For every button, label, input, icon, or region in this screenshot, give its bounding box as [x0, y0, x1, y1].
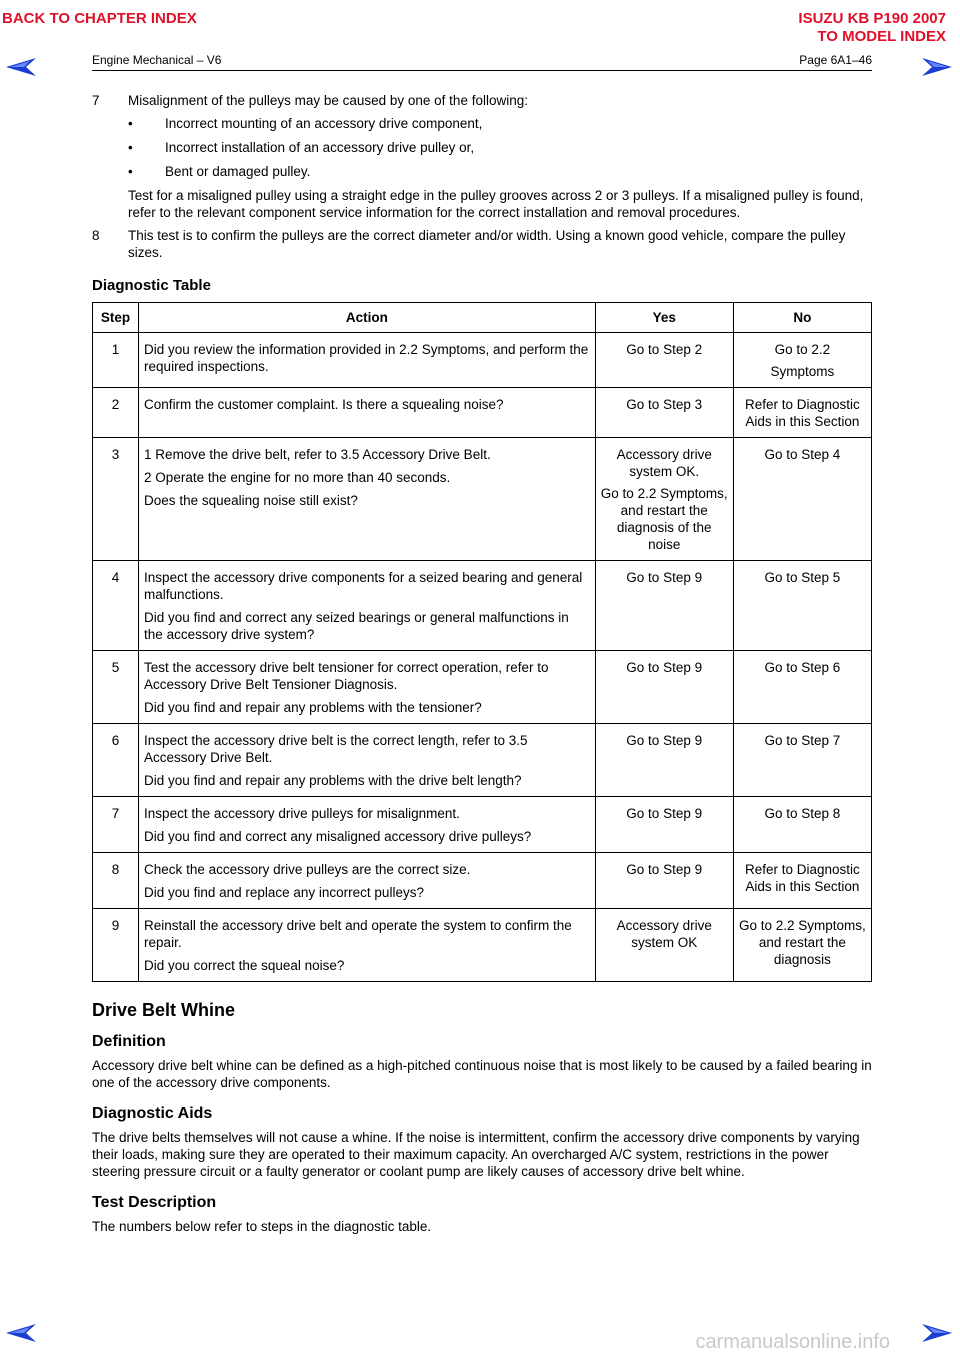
step-number: 5	[93, 651, 139, 724]
step-yes-result: Go to Step 3	[595, 388, 733, 438]
step-action: Reinstall the accessory drive belt and operate the system to confirm the repair. Did you correct the squeal noise?	[139, 909, 596, 982]
list-item: • Incorrect installation of an accessory drive pulley or,	[128, 140, 475, 155]
step-yes-result: Go to Step 9	[595, 651, 733, 724]
step-number: 8	[93, 853, 139, 909]
intro-item-8: 8 This test is to confirm the pulleys are the correct diameter and/or width. Using a known good vehicle, compare the pulley sizes.	[92, 228, 846, 260]
step-action: Did you review the information provided in 2.2 Symptoms, and perform the required inspections.	[139, 333, 596, 388]
table-row	[93, 438, 872, 561]
drive-belt-whine-title: Drive Belt Whine	[92, 1000, 236, 1020]
step-yes-result: Go to Step 9	[595, 853, 733, 909]
step-no-result: Go to 2.2 Symptoms, and restart the diagnosis	[733, 909, 871, 982]
list-item: • Incorrect mounting of an accessory drive component,	[128, 116, 483, 131]
model-index-link[interactable]	[798, 10, 946, 46]
definition-text: Accessory drive belt whine can be defined as a high-pitched continuous noise that is most likely to be caused by a failed bearing in one of the accessory drive components.	[92, 1058, 872, 1090]
step-number: 2	[93, 388, 139, 438]
back-to-chapter-index-link[interactable]: BACK TO CHAPTER INDEX	[2, 10, 197, 27]
step-no-result: Refer to Diagnostic Aids in this Section	[733, 853, 871, 909]
table-row	[93, 561, 872, 651]
watermark: carmanualsonline.info	[695, 1331, 890, 1353]
step-number: 7	[93, 797, 139, 853]
table-row	[93, 853, 872, 909]
step-no-result: Go to Step 7	[733, 724, 871, 797]
step-yes-result: Go to Step 2	[595, 333, 733, 388]
misalignment-test-text: Test for a misaligned pulley using a straight edge in the pulley grooves across 2 or 3 pulleys. If a misaligned pulley is found, refer to the relevant component service information for the correct installation and removal procedures.	[128, 188, 864, 220]
table-row	[93, 909, 872, 982]
model-title: ISUZU KB P190 2007	[798, 10, 946, 27]
column-header-action: Action	[139, 303, 596, 333]
step-number: 9	[93, 909, 139, 982]
table-row	[93, 388, 872, 438]
column-header-no: No	[733, 303, 871, 333]
arrow-right-icon[interactable]	[920, 56, 954, 78]
table-row	[93, 651, 872, 724]
test-description-heading: Test Description	[92, 1194, 217, 1211]
step-yes-result: Go to Step 9	[595, 797, 733, 853]
step-action: Inspect the accessory drive pulleys for misalignment. Did you find and correct any misaligned accessory drive pulleys?	[139, 797, 596, 853]
diagnostic-aids-heading: Diagnostic Aids	[92, 1105, 213, 1122]
column-header-step: Step	[93, 303, 139, 333]
step-action: Check the accessory drive pulleys are the correct size. Did you find and replace any incorrect pulleys?	[139, 853, 596, 909]
step-number: 6	[93, 724, 139, 797]
step-no-result: Go to Step 6	[733, 651, 871, 724]
step-no-result: Go to Step 8	[733, 797, 871, 853]
model-index-label: TO MODEL INDEX	[817, 28, 946, 45]
step-no-result: Go to Step 5	[733, 561, 871, 651]
step-yes-result: Accessory drive system OK	[595, 909, 733, 982]
header-section-title: Engine Mechanical – V6	[92, 53, 222, 67]
test-description-text: The numbers below refer to steps in the diagnostic table.	[92, 1219, 432, 1234]
step-yes-result: Go to Step 9	[595, 724, 733, 797]
page-content	[92, 92, 872, 1243]
definition-heading: Definition	[92, 1033, 166, 1050]
column-header-yes: Yes	[595, 303, 733, 333]
arrow-right-icon[interactable]	[920, 1322, 954, 1344]
step-yes-result: Go to Step 9	[595, 561, 733, 651]
misalignment-causes-list	[128, 115, 872, 180]
arrow-left-icon[interactable]	[4, 1322, 38, 1344]
table-header-row	[93, 303, 872, 333]
diagnostic-aids-text: The drive belts themselves will not cause a whine. If the noise is intermittent, confirm the accessory drive components by varying their loads, making sure they are operated to their maximum capacity. An overcharged A/C system, restrictions in the power steering pressure circuit or a faulty generator or coolant pump are likely causes of accessory drive belt whine.	[92, 1130, 860, 1179]
step-no-result: Go to 2.2 Symptoms	[733, 333, 871, 388]
diagnostic-table	[92, 302, 872, 982]
step-no-result: Refer to Diagnostic Aids in this Section	[733, 388, 871, 438]
table-row	[93, 797, 872, 853]
step-action: 1 Remove the drive belt, refer to 3.5 Accessory Drive Belt. 2 Operate the engine for no more than 40 seconds. Does the squealing noise still exist?	[139, 438, 596, 561]
table-row	[93, 724, 872, 797]
step-action: Confirm the customer complaint. Is there a squealing noise?	[139, 388, 596, 438]
step-action: Inspect the accessory drive belt is the correct length, refer to 3.5 Accessory Drive Belt. Did you find and repair any problems with the drive belt length?	[139, 724, 596, 797]
step-number: 1	[93, 333, 139, 388]
step-no-result: Go to Step 4	[733, 438, 871, 561]
page-header	[92, 53, 872, 71]
arrow-left-icon[interactable]	[4, 56, 38, 78]
step-action: Inspect the accessory drive components for a seized bearing and general malfunctions. Did you find and correct any seized bearings or general malfunctions in the accessory drive system?	[139, 561, 596, 651]
list-item: • Bent or damaged pulley.	[128, 164, 311, 179]
step-action: Test the accessory drive belt tensioner for correct operation, refer to Accessory Drive Belt Tensioner Diagnosis. Did you find and repair any problems with the tensioner?	[139, 651, 596, 724]
intro-item-7: 7 Misalignment of the pulleys may be caused by one of the following:	[92, 93, 528, 108]
step-number: 4	[93, 561, 139, 651]
diagnostic-table-heading: Diagnostic Table	[92, 277, 211, 294]
header-page-number: Page 6A1–46	[799, 53, 872, 67]
step-yes-result: Accessory drive system OK. Go to 2.2 Symptoms, and restart the diagnosis of the noise	[595, 438, 733, 561]
table-row	[93, 333, 872, 388]
step-number: 3	[93, 438, 139, 561]
